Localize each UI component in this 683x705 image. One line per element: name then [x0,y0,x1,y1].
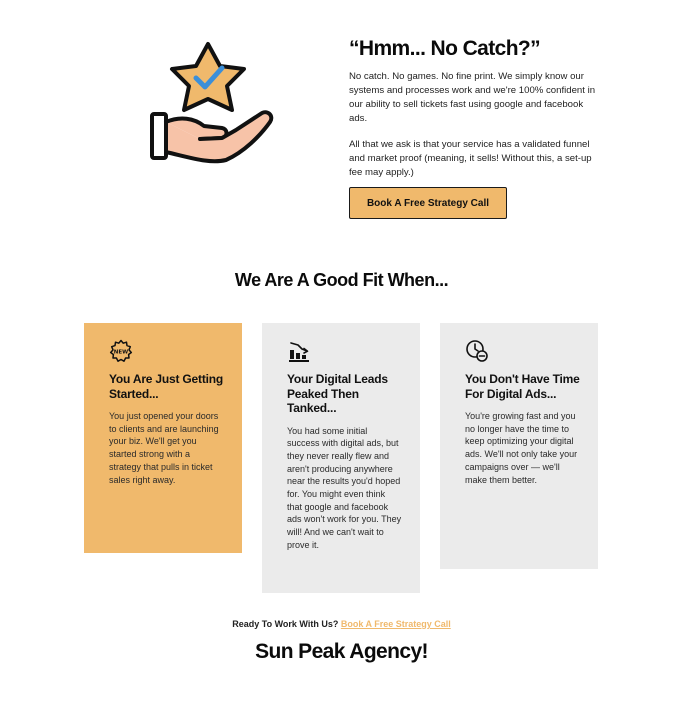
hero-title: “Hmm... No Catch?” [349,37,541,60]
card-title: Your Digital Leads Peaked Then Tanked... [287,372,388,415]
hero-text-block [349,36,599,180]
star-hand-illustration [148,38,276,170]
ready-text: Ready To Work With Us? [232,619,339,629]
good-fit-title: We Are A Good Fit When... [234,270,449,290]
book-strategy-call-button[interactable]: Book A Free Strategy Call [349,187,507,219]
open-hand-icon [152,112,271,161]
fit-card-leads-tanked [262,323,420,593]
hero-paragraph-no-catch: No catch. No games. No fine print. We simply know our systems and processes work and we're 100% confident in our ability to sell tickets fast using google and facebook ads. [349,71,596,124]
new-badge-icon [109,339,133,363]
fit-card-getting-started [84,323,242,553]
card-body: You just opened your doors to clients and are launching your biz. We'll get you started strong with a strategy that pulls in ticket sales right away. [109,411,219,485]
ready-to-work-line [0,619,683,629]
card-title: You Don't Have Time For Digital Ads... [465,372,580,401]
fit-card-no-time [440,323,598,569]
declining-chart-icon [287,339,311,363]
star-icon [172,44,244,110]
book-strategy-call-link[interactable]: Book A Free Strategy Call [340,619,451,629]
clock-minus-icon [465,339,489,363]
agency-name: Sun Peak Agency! [255,640,428,663]
new-badge-text: NEW [113,349,129,356]
hero-paragraph-requirements: All that we ask is that your service has a validated funnel and market proof (meaning, it sells! Without this, a set-up fee may apply.) [349,139,592,178]
card-body: You had some initial success with digital ads, but they never really flew and aren't producing anywhere near the results you'd hoped for. You might even think that google and facebook ads won't work for you. They will! And we can't wait to prove it. [287,425,402,550]
card-title: You Are Just Getting Started... [109,372,224,401]
card-body: You're growing fast and you no longer have the time to keep optimizing your digital ads. We'll not only take your campaigns over — we'll make them better. [465,411,578,485]
